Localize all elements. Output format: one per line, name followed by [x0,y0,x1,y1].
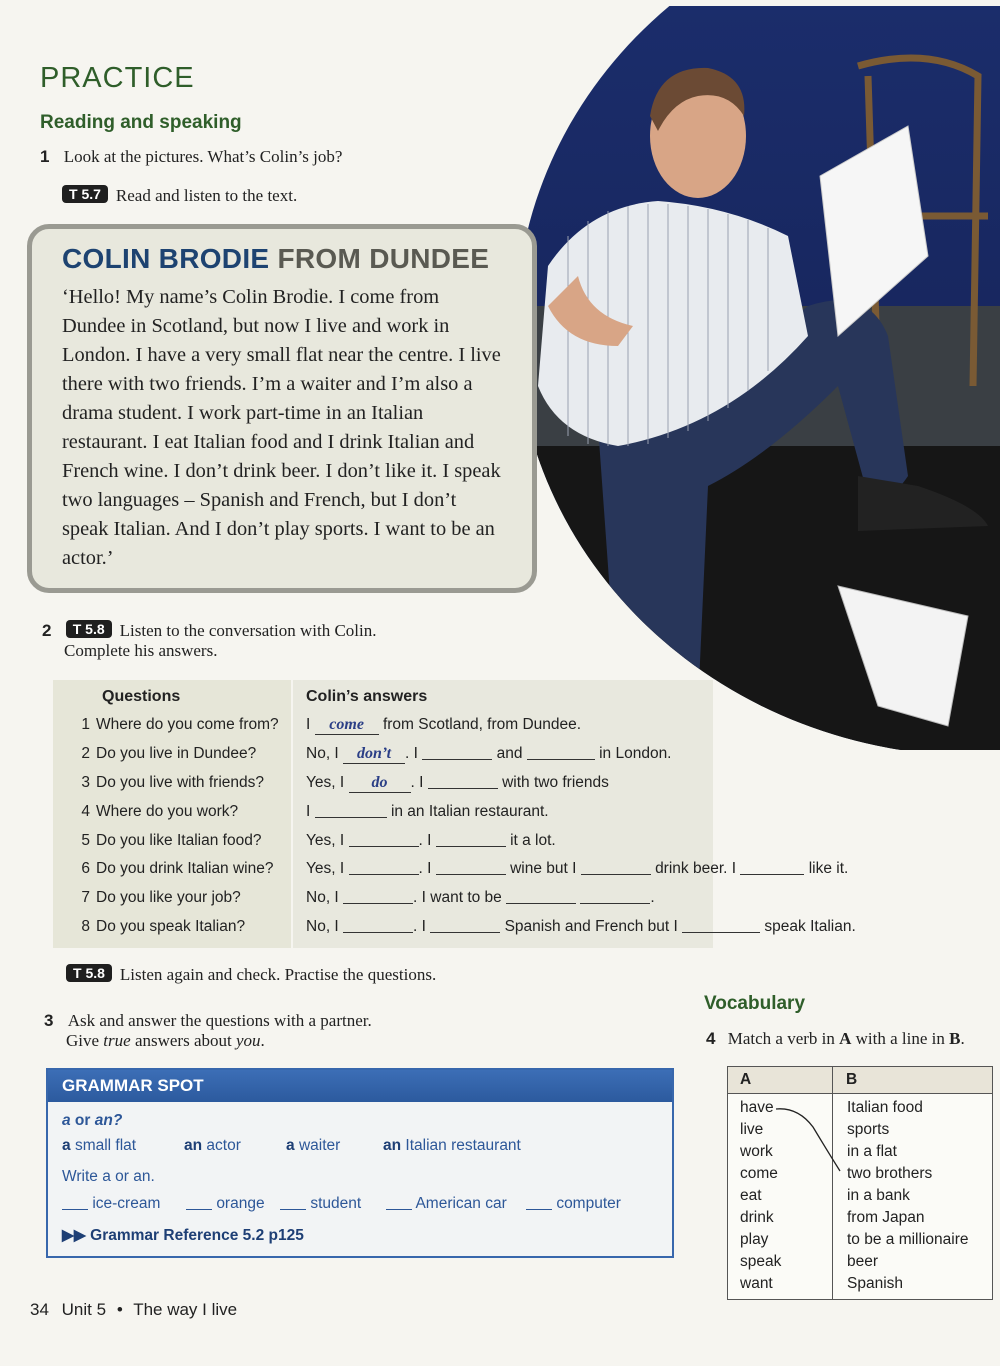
reading-text: ‘Hello! My name’s Colin Brodie. I come from Dundee in Scotland, but now I live and work in London. I have a very small flat near the centre. I live there with two friends. I’m a waiter and I’m also a drama student. I work part-time in an Italian restaurant. I eat Italian food and I drink Italian and French wine. I don’t drink beer. I don’t like it. I speak two languages – Spanish and French, but I don’t speak Italian. And I don’t play sports. I want to be an actor.’ [62,286,501,569]
blank-noun: ice-cream [92,1195,161,1212]
answer-blank[interactable] [436,832,506,847]
audio-track-badge[interactable]: T 5.8 [66,620,112,638]
answer-row [306,918,856,936]
row-number: 5 [81,832,90,849]
answer-text: it a lot. [510,832,556,849]
question-2 [42,620,462,661]
article: a [286,1137,295,1154]
answer-text: Spanish and French but I [504,918,678,935]
noun: small flat [74,1137,137,1154]
question-text: Look at the pictures. What’s Colin’s job? [63,147,343,166]
grammar-example [286,1137,340,1155]
blank-noun: American car [415,1195,507,1212]
grammar-blank-item [526,1195,621,1213]
question-4 [706,1029,965,1049]
blank-noun: computer [556,1195,621,1212]
row-number: 6 [81,860,90,877]
double-arrow-icon: ▶▶ [62,1227,86,1244]
answer-text: with two friends [502,774,609,791]
row-number: 4 [81,803,90,820]
question-line-2: Complete his answers. [64,641,218,660]
grammar-example [383,1137,521,1155]
answer-text: like it. [808,860,849,877]
answer-text: . I [418,832,432,849]
filled-answer[interactable]: do [349,774,411,793]
track-text: Listen again and check. Practise the questions. [119,965,437,984]
question-text: Where do you come from? [96,716,279,733]
answer-text: in an Italian restaurant. [390,803,549,820]
answer-row [306,889,655,907]
answer-blank[interactable] [527,745,595,760]
answer-text: and [496,745,523,762]
question-text: Do you drink Italian wine? [96,860,274,877]
line-item[interactable]: to be a millionaire [847,1231,969,1248]
article-blank[interactable] [526,1195,552,1210]
answer-blank[interactable] [349,832,419,847]
track-text: Read and listen to the text. [115,186,298,205]
grammar-blank-item [186,1195,265,1213]
question-text: Do you speak Italian? [96,918,246,935]
unit-title: The way I live [133,1300,238,1319]
question-row [70,889,241,907]
answer-text: No, I [306,745,339,762]
article: a [62,1137,71,1154]
answer-blank[interactable] [428,774,498,789]
question-row [70,832,261,850]
match-example-line [728,1067,992,1299]
question-line-2 [66,1031,265,1050]
grammar-blank-item [62,1195,160,1213]
page-number: 34 [30,1300,49,1319]
question-row [70,918,245,936]
text: or [70,1112,95,1129]
question-row [70,860,274,878]
line-item[interactable]: in a bank [847,1187,910,1204]
filled-answer[interactable]: don’t [343,745,405,764]
answer-blank[interactable] [436,860,506,875]
questions-header: Questions [102,688,181,705]
question-number: 2 [42,621,52,640]
answer-row [306,774,609,793]
text: . [260,1031,265,1050]
answer-text: Yes, I [306,832,345,849]
grammar-reference-link[interactable] [62,1226,304,1245]
question-number: 4 [706,1029,716,1048]
line-item[interactable]: Spanish [847,1275,904,1292]
text: Match a verb in [727,1029,840,1048]
answer-blank[interactable] [682,918,760,933]
line-item[interactable]: two brothers [847,1165,933,1182]
answer-text: . I want to be [413,889,502,906]
line-item[interactable]: sports [847,1121,890,1138]
blank-noun: student [310,1195,362,1212]
grammar-spot-box [46,1068,674,1258]
question-text: Where do you work? [96,803,239,820]
grammar-blank-item [280,1195,361,1213]
answer-text: Yes, I [306,860,345,877]
answer-blank[interactable] [343,918,413,933]
verb-item[interactable]: eat [740,1187,762,1204]
answer-text: speak Italian. [764,918,856,935]
reading-speaking-heading: Reading and speaking [40,112,242,133]
answer-text: . I [413,918,426,935]
answer-text: wine but I [510,860,577,877]
text: with a line in [851,1029,950,1048]
column-b-header: B [846,1071,858,1088]
answer-text: I [306,716,311,733]
separator: • [116,1300,123,1319]
grammar-instruction: Write a or an. [62,1168,155,1185]
vocabulary-heading: Vocabulary [704,993,806,1014]
emphasis-you: you [235,1031,261,1050]
row-number: 8 [81,918,90,935]
question-text: Do you live with friends? [96,774,264,791]
reading-title-name: COLIN BRODIE [62,243,270,274]
verb-item[interactable]: drink [740,1209,774,1226]
text: B [949,1029,961,1048]
question-text: Do you like your job? [96,889,241,906]
text: a [62,1112,71,1129]
row-number: 2 [81,745,90,762]
answer-row [306,745,672,764]
question-text: Do you like Italian food? [96,832,262,849]
question-row [70,803,238,821]
vocabulary-match-table [727,1066,993,1300]
reading-title-place: FROM DUNDEE [277,243,490,274]
answer-blank[interactable] [506,889,576,904]
answer-blank[interactable] [581,860,651,875]
line-item[interactable]: beer [847,1253,879,1270]
answer-text: No, I [306,889,339,906]
text: . [960,1029,965,1048]
grammar-spot-header: GRAMMAR SPOT [48,1070,672,1102]
verb-item[interactable]: work [740,1143,773,1160]
noun: actor [206,1137,241,1154]
reference-text: Grammar Reference 5.2 p125 [90,1227,304,1244]
grammar-subtitle [62,1112,122,1130]
article-blank[interactable] [386,1195,412,1210]
text: Give [66,1031,104,1050]
question-3 [44,1011,372,1051]
answers-header: Colin’s answers [306,688,428,705]
noun: Italian restaurant [405,1137,521,1154]
emphasis-true: true [103,1031,131,1050]
answer-text: Yes, I [306,774,345,791]
track-instruction-2 [66,964,436,985]
answer-text: drink beer. I [655,860,737,877]
row-number: 1 [81,716,90,733]
blank-noun: orange [216,1195,265,1212]
answer-text: No, I [306,918,339,935]
answer-row [306,803,549,821]
colin-photo [508,6,1000,750]
reading-text-box [27,224,537,593]
question-line-1: Listen to the conversation with Colin. [119,621,377,640]
unit-label: Unit 5 [61,1300,107,1319]
question-text: Do you live in Dundee? [96,745,257,762]
practice-title: PRACTICE [40,62,195,94]
question-line-1: Ask and answer the questions with a partner. [67,1011,372,1030]
answer-blank[interactable] [430,918,500,933]
verb-item[interactable]: play [740,1231,769,1248]
verb-item[interactable]: speak [740,1253,782,1270]
filled-answer[interactable]: come [315,716,379,735]
column-a-header: A [740,1071,752,1088]
audio-track-badge[interactable]: T 5.7 [62,185,108,203]
article-blank[interactable] [280,1195,306,1210]
question-number: 1 [40,147,50,166]
question-row [70,745,256,763]
article-blank[interactable] [186,1195,212,1210]
answer-row [306,716,581,735]
question-row [70,716,279,734]
article: an [383,1137,402,1154]
answer-blank[interactable] [740,860,804,875]
answer-row [306,832,556,850]
page-footer [30,1300,237,1320]
line-item[interactable]: from Japan [847,1209,925,1226]
answer-text: I [306,803,311,820]
reading-title [62,243,532,275]
grammar-blank-item [386,1195,507,1213]
audio-track-badge[interactable]: T 5.8 [66,964,112,982]
answer-text: . I [405,745,418,762]
row-number: 7 [81,889,90,906]
answer-text: . I [410,774,424,791]
verb-item[interactable]: have [740,1099,774,1116]
track-instruction [62,185,297,206]
answer-text: from Scotland, from Dundee. [382,716,582,733]
verb-item[interactable]: come [740,1165,778,1182]
answer-blank[interactable] [349,860,419,875]
answer-blank[interactable] [580,889,650,904]
answer-row [306,860,848,878]
article-blank[interactable] [62,1195,88,1210]
grammar-example [62,1137,136,1155]
answer-text: in London. [599,745,672,762]
answer-blank[interactable] [315,803,387,818]
text: an? [94,1112,123,1129]
line-item[interactable]: in a flat [847,1143,897,1160]
answer-blank[interactable] [343,889,413,904]
question-number: 3 [44,1011,54,1030]
answer-text: . [650,889,655,906]
verb-item[interactable]: want [740,1275,773,1292]
text: answers about [130,1031,236,1050]
noun: waiter [298,1137,341,1154]
article: an [184,1137,203,1154]
grammar-example [184,1137,241,1155]
verb-item[interactable]: live [740,1121,764,1138]
question-1 [40,147,342,167]
text: A [839,1029,852,1048]
line-item[interactable]: Italian food [847,1099,923,1116]
row-number: 3 [81,774,90,791]
answer-blank[interactable] [422,745,492,760]
question-row [70,774,264,792]
answer-text: . I [418,860,432,877]
